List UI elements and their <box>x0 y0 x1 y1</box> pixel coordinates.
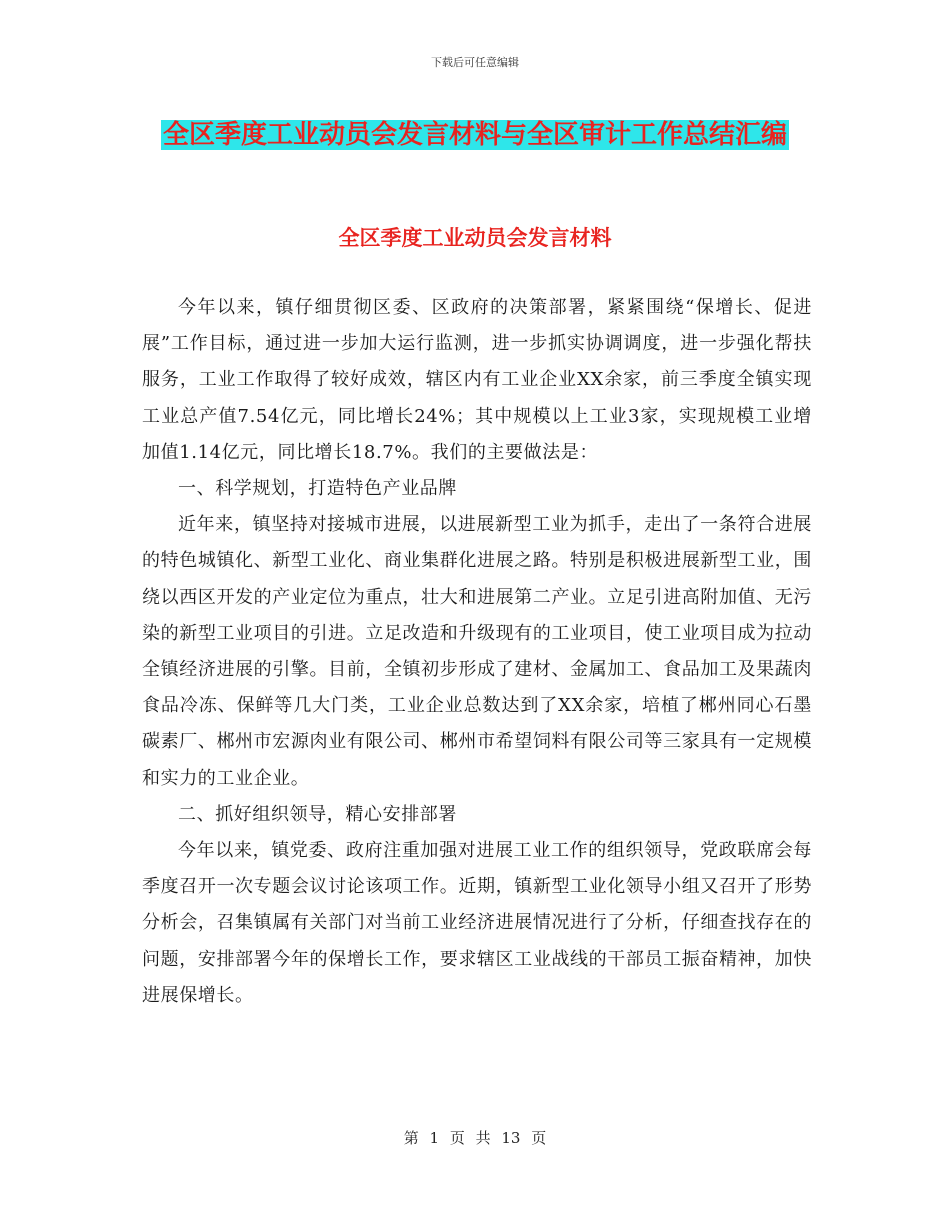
page-number-footer: 第 1 页 共 13 页 <box>403 1129 547 1147</box>
paragraph: 近年来，镇坚持对接城市进展，以进展新型工业为抓手，走出了一条符合进展的特色城镇化、新型工业化、商业集群化进展之路。特别是积极进展新型工业，围绕以西区开发的产业定位为重点，壮大和进展第二产业。立足引进高附加值、无污染的新型工业项目的引进。立足改造和升级现有的工业项目，使工业项目成为拉动全镇经济进展的引擎。目前，全镇初步形成了建材、金属加工、食品加工及果蔬肉食品冷冻、保鲜等几大门类，工业企业总数达到了XX余家，培植了郴州同心石墨碳素厂、郴州市宏源肉业有限公司、郴州市希望饲料有限公司等三家具有一定规模和实力的工业企业。 <box>142 514 812 789</box>
section-title: 全区季度工业动员会发言材料 <box>338 226 612 250</box>
document-title <box>140 110 810 160</box>
paragraph: 今年以来，镇党委、政府注重加强对进展工业工作的组织领导，党政联席会每季度召开一次专题会议讨论该项工作。近期，镇新型工业化领导小组又召开了形势分析会，召集镇属有关部门对当前工业经济进展情况进行了分析，仔细查找存在的问题，安排部署今年的保增长工作，要求辖区工业战线的干部员工振奋精神，加快进展保增长。 <box>142 840 812 1006</box>
page-header-note: 下载后可任意编辑 <box>431 56 519 69</box>
subheading: 二、抓好组织领导，精心安排部署 <box>178 803 457 825</box>
document-body <box>142 290 812 1014</box>
paragraph: 今年以来，镇仔细贯彻区委、区政府的决策部署，紧紧围绕“保增长、促进展”工作目标，通过进一步加大运行监测，进一步抓实协调调度，进一步强化帮扶服务，工业工作取得了较好成效，辖区内有工业企业XX余家，前三季度全镇实现工业总产值7.54亿元，同比增长24%；其中规模以上工业3家，实现规模工业增加值1.14亿元，同比增长18.7%。我们的主要做法是： <box>142 297 812 463</box>
document-title-text: 全区季度工业动员会发言材料与全区审计工作总结汇编 <box>162 120 787 150</box>
subheading: 一、科学规划，打造特色产业品牌 <box>178 478 457 500</box>
